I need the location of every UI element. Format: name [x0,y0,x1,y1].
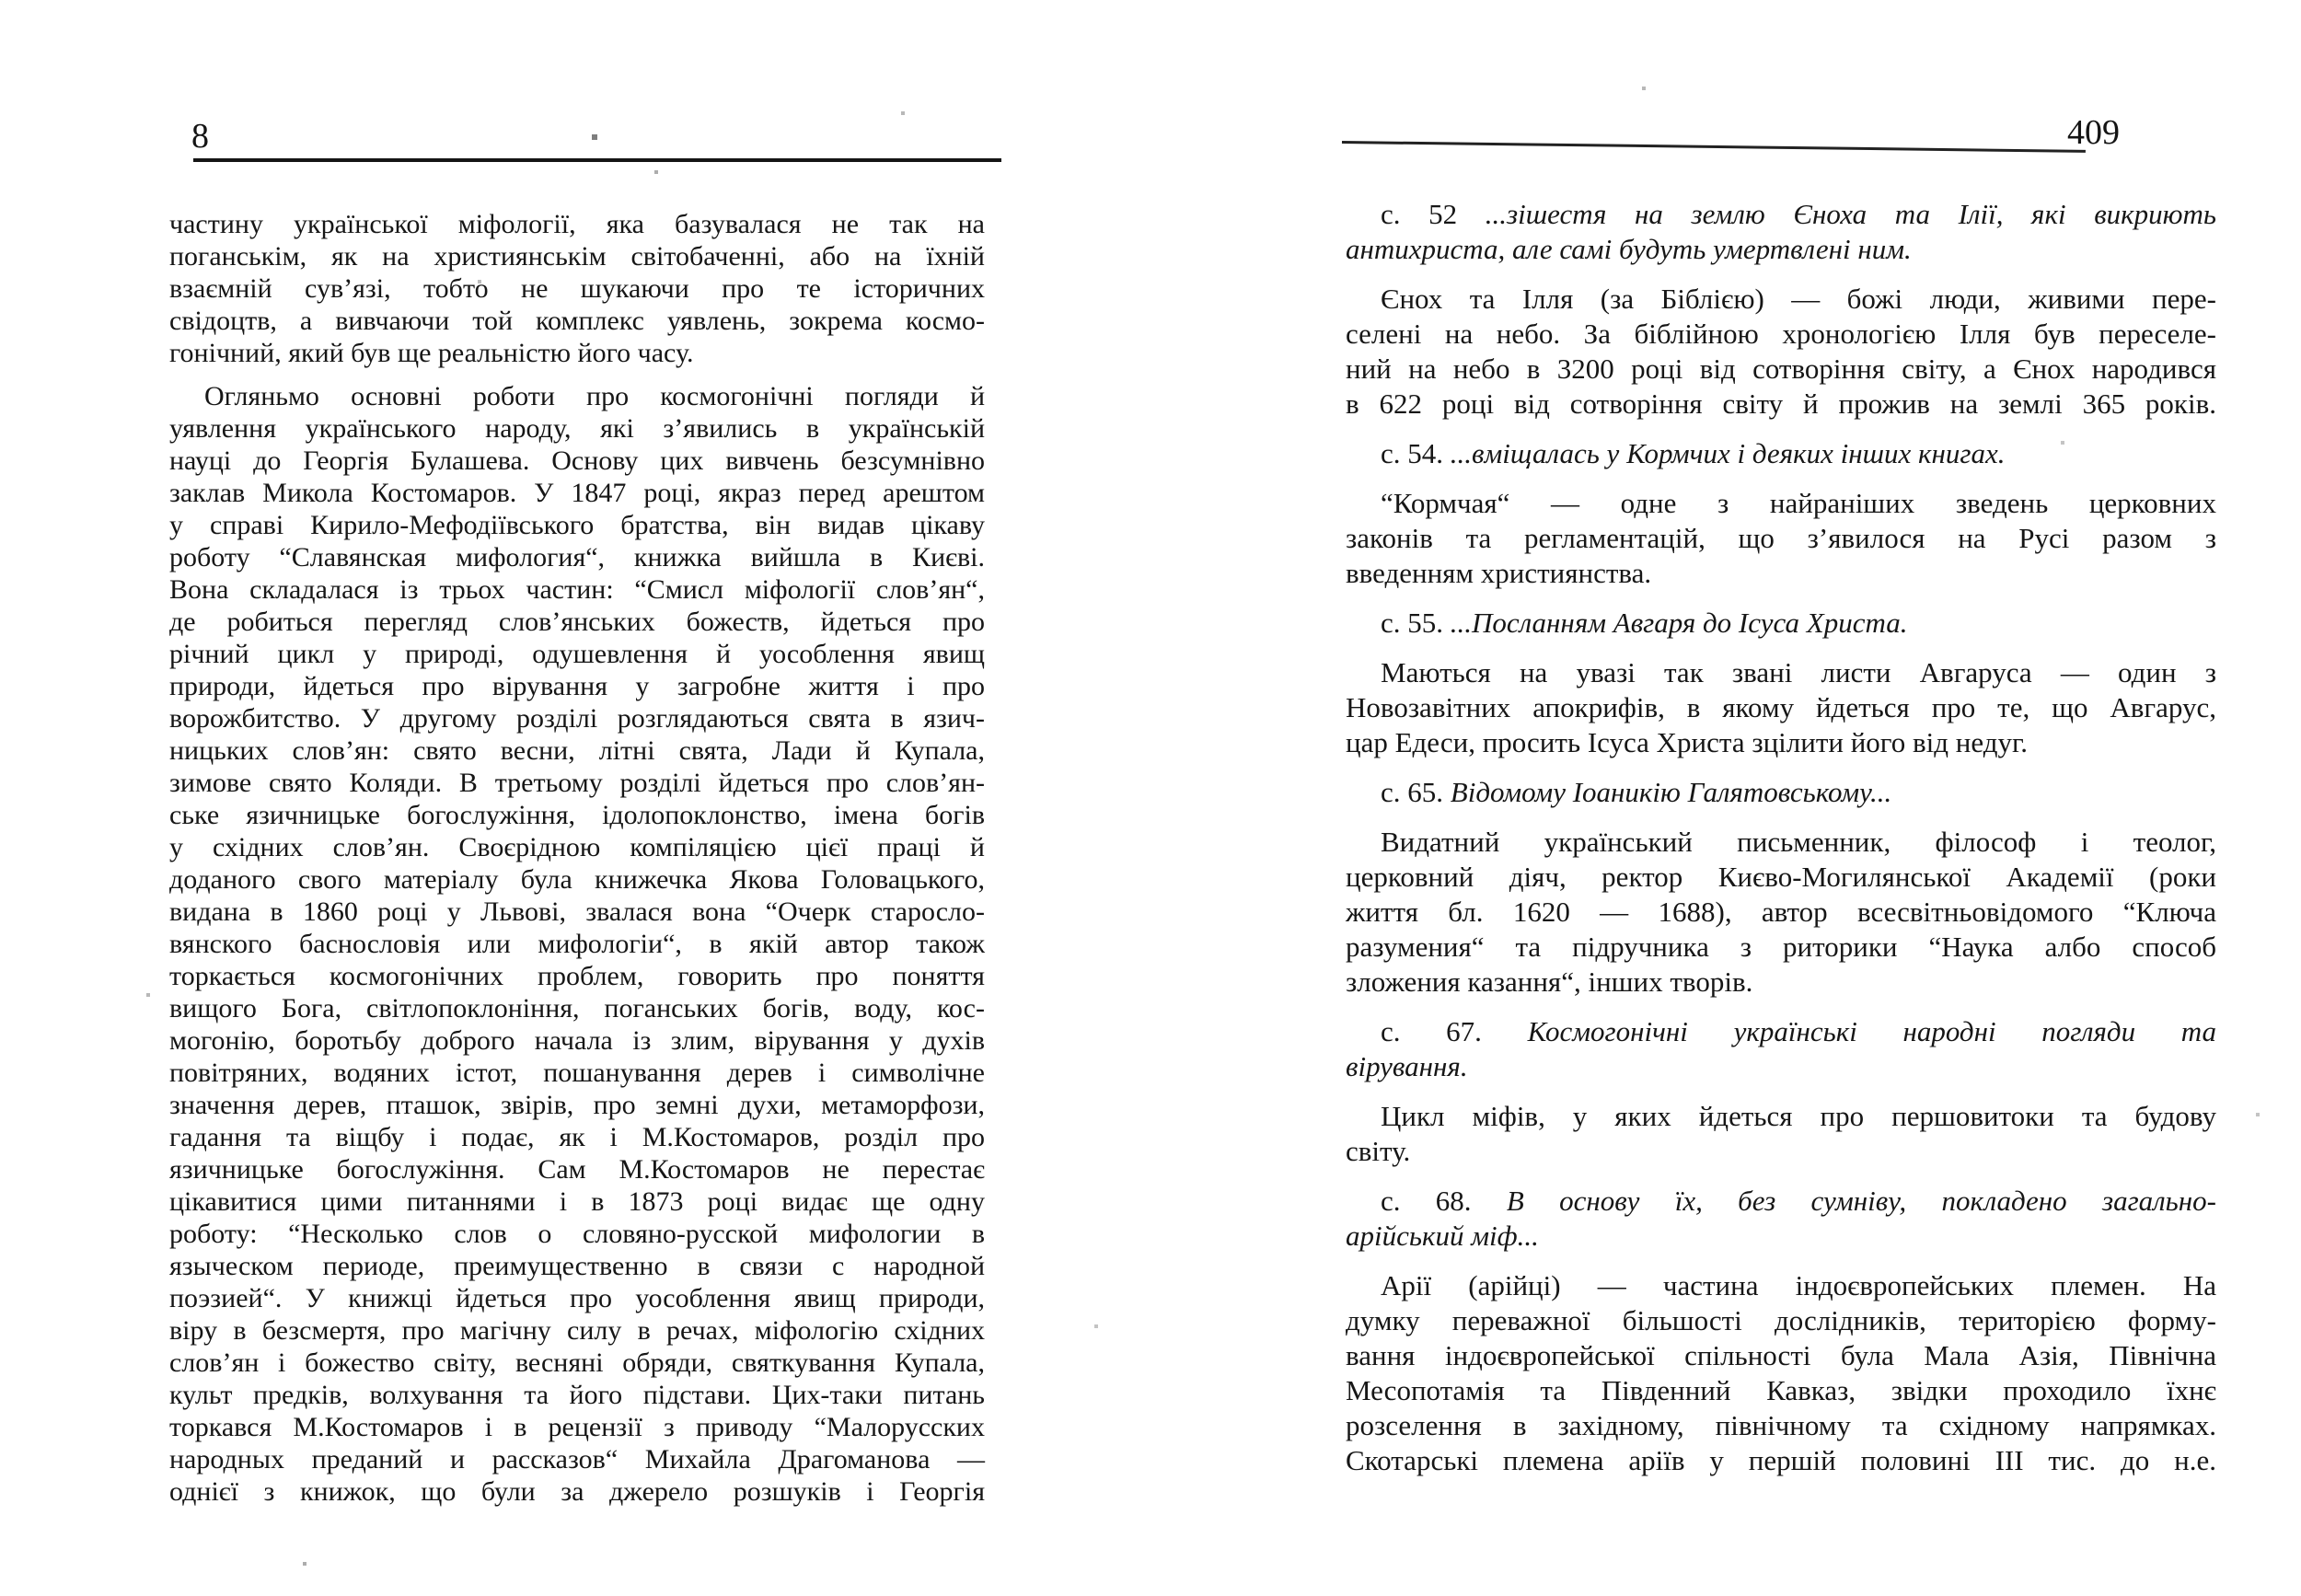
text-line: поэзией“. У книжці йдеться про уособлення явищ природи, [169,1283,985,1313]
text-line: гонічний, який був ще реальністю його часу. [169,338,694,368]
page-ref: с. 68. [1381,1185,1507,1217]
left-header-rule [193,158,1001,162]
text-line: введенням християнства. [1346,557,1652,589]
text-line: вянского баснословія или мифологіи“, в якій автор також [169,929,985,959]
quote-text: антихриста, але самі будуть умертвлені ним. [1346,233,1912,265]
quote-entry [1346,436,2216,471]
quote-text: арійський міф... [1346,1220,1539,1252]
text-line: торкається космогонічних проблем, говорить про поняття [169,961,985,991]
text-line [1346,1184,2216,1219]
text-line [1346,197,2216,232]
right-page-number: 409 [2067,113,2120,152]
text-line: разумения“ та підручника з риторики “Наука албо способ [1346,931,2216,963]
left-page-number: 8 [191,117,209,156]
quote-text: В основу їх, без сумніву, покладено загально- [1506,1185,2216,1217]
text-line: однієї з книжок, що були за джерело розшуків і Георгія [169,1476,985,1507]
scan-speckles [0,0,2,2]
paragraph [1346,1099,2216,1169]
paragraph [1346,1268,2216,1478]
text-line: ний на небо в 3200 році від сотворіння світу, а Єнох народився [1346,353,2216,385]
text-line: річний цикл у природі, одушевлення й уособлення явищ [169,639,985,669]
text-line: народных преданий и рассказов“ Михайла Драгоманова — [169,1444,985,1475]
paragraph [169,208,985,369]
text-line: значення дерев, пташок, звірів, про земні духи, метаморфози, [169,1090,985,1120]
right-text-block [1346,197,2216,1493]
text-line: свідоцтв, а вивчаючи той комплекс уявлень, зокрема космо- [169,306,985,336]
text-line: могонію, боротьбу доброго начала із злим, вірування у духів [169,1025,985,1056]
text-line: видана в 1860 році у Львові, звалася вона “Очерк старосло- [169,896,985,927]
text-line: роботу “Славянская мифология“, книжка вийшла в Києві. [169,542,985,572]
text-line: віру в безсмертя, про магічну силу в речах, міфологію східних [169,1315,985,1346]
text-line: світу. [1346,1135,1411,1167]
text-line [1346,232,2216,267]
text-line [1346,606,2216,641]
text-line: науці до Георгія Булашева. Основу цих вивчень безсумнівно [169,445,985,476]
text-line: зложения казання“, інших творів. [1346,966,1753,998]
text-line: у справі Кирило-Мефодіївського братства, він видав цікаву [169,510,985,540]
text-line: Маються на увазі так звані листи Авгаруса — один з [1381,656,2216,688]
text-line: ське язичницьке богослужіння, ідолопоклонство, імена богів [169,800,985,830]
quote-entry [1346,606,2216,641]
text-line: доданого свого матеріалу була книжечка Якова Головацького, [169,864,985,895]
paragraph [1346,486,2216,591]
quote-text: вірування. [1346,1050,1468,1082]
page-ref: с. 55. [1381,607,1451,639]
text-line: законів та регламентацій, що з’явилося на Русі разом з [1346,522,2216,554]
text-line: селені на небо. За біблійною хронологією Ілля був переселе- [1346,318,2216,350]
quote-text: Відомому Іоаникію Галятовському... [1450,776,1892,808]
text-line: Вона складалася із трьох частин: “Смисл міфології слов’ян“, [169,574,985,605]
text-line [1346,1049,2216,1084]
text-line: церковний діяч, ректор Києво-Могилянської Академії (роки [1346,861,2216,893]
text-line: цікавитися цими питаннями і в 1873 році видає ще одну [169,1186,985,1217]
text-line: Цикл міфів, у яких йдеться про першовитоки та будову [1381,1100,2216,1132]
text-line: гадання та віщбу і подає, як і М.Костомаров, розділ про [169,1122,985,1152]
text-line: природи, йдеться про вірування у загробне життя і про [169,671,985,701]
text-line: ницьких слов’ян: свято весни, літні свята, Лади й Купала, [169,735,985,766]
text-line: слов’ян і божество світу, весняні обряди, святкування Купала, [169,1347,985,1378]
text-line: торкався М.Костомаров і в рецензії з приводу “Малорусских [169,1412,985,1442]
text-line: розселення в західному, північному та східному напрямках. [1346,1409,2216,1441]
text-line: язичницьке богослужіння. Сам М.Костомаров не перестає [169,1154,985,1185]
text-line: думку переважної більшості дослідників, територією форму- [1346,1304,2216,1336]
page-ref: с. 67. [1381,1015,1528,1047]
text-line: культ предків, волхування та його підстави. Цих-таки питань [169,1380,985,1410]
paragraph [1346,282,2216,422]
text-line: у східних слов’ян. Своєрідною компіляцією цієї праці й [169,832,985,862]
left-text-block [169,208,985,1519]
text-line: роботу: “Несколько слов о словяно-русской мифологии в [169,1219,985,1249]
text-line: зимове свято Коляди. В третьому розділі йдеться про слов’ян- [169,768,985,798]
text-line: Видатний український письменник, філософ і теолог, [1381,826,2216,858]
text-line [1346,1219,2216,1254]
text-line: заклав Микола Костомаров. У 1847 році, якраз перед арештом [169,478,985,508]
text-line: Огляньмо основні роботи про космогонічні погляди й [204,381,985,411]
text-line: Єнох та Ілля (за Біблією) — божі люди, живими пере- [1381,283,2216,315]
text-line: повітряних, водяних істот, пошанування дерев і символічне [169,1058,985,1088]
quote-text: ...вміщалась у Кормчих і деяких інших книгах. [1450,437,2006,469]
right-header-rule [1342,141,2086,153]
text-line: Скотарські племена аріїв у першій половині III тис. до н.е. [1346,1444,2216,1476]
text-line: взаємній сув’язі, тобто не шукаючи про те історичних [169,273,985,304]
text-line: уявлення українського народу, які з’явились в українській [169,413,985,444]
quote-text: Космогонічні українські народні погляди та [1527,1015,2216,1047]
quote-entry [1346,197,2216,267]
text-line: цар Едеси, просить Ісуса Христа зцілити його від недуг. [1346,726,2028,758]
text-line [1346,1014,2216,1049]
text-line: вищого Бога, світлопоклоніння, поганських богів, воду, кос- [169,993,985,1024]
text-line: де робиться перегляд слов’янських божеств, йдеться про [169,607,985,637]
paragraph [1346,655,2216,760]
page-ref: с. 54. [1381,437,1451,469]
text-line: в 622 році від сотворіння світу й прожив на землі 365 років. [1346,387,2216,420]
page-ref: с. 65. [1381,776,1451,808]
text-line: життя бл. 1620 — 1688), автор всесвітньовідомого “Ключа [1346,896,2216,928]
text-line [1346,436,2216,471]
text-line: поганськім, як на християнськім світобаченні, або на їхній [169,241,985,272]
paragraph [169,380,985,1508]
quote-text: ...зішестя на землю Єноха та Ілії, які викриють [1485,198,2216,230]
quote-entry [1346,775,2216,810]
text-line: Новозавітних апокрифів, в якому йдеться про те, що Авгарус, [1346,691,2216,723]
text-line: частину української міфології, яка базувалася не так на [169,209,985,239]
paragraph [1346,825,2216,1000]
quote-text: ...Посланням Авгаря до Ісуса Христа. [1450,607,1908,639]
text-line: Арії (арійці) — частина індоєвропейських племен. На [1381,1269,2216,1301]
text-line: вання індоєвропейської спільності була Мала Азія, Північна [1346,1339,2216,1371]
text-line: Месопотамія та Південний Кавказ, звідки проходило їхнє [1346,1374,2216,1406]
text-line: ворожбитство. У другому розділі розглядаються свята в язич- [169,703,985,734]
quote-entry [1346,1184,2216,1254]
text-line: “Кормчая“ — одне з найраніших зведень церковних [1381,487,2216,519]
text-line [1346,775,2216,810]
page-ref: с. 52 [1381,198,1486,230]
text-line: языческом периоде, преимущественно в связи с народной [169,1251,985,1281]
quote-entry [1346,1014,2216,1084]
